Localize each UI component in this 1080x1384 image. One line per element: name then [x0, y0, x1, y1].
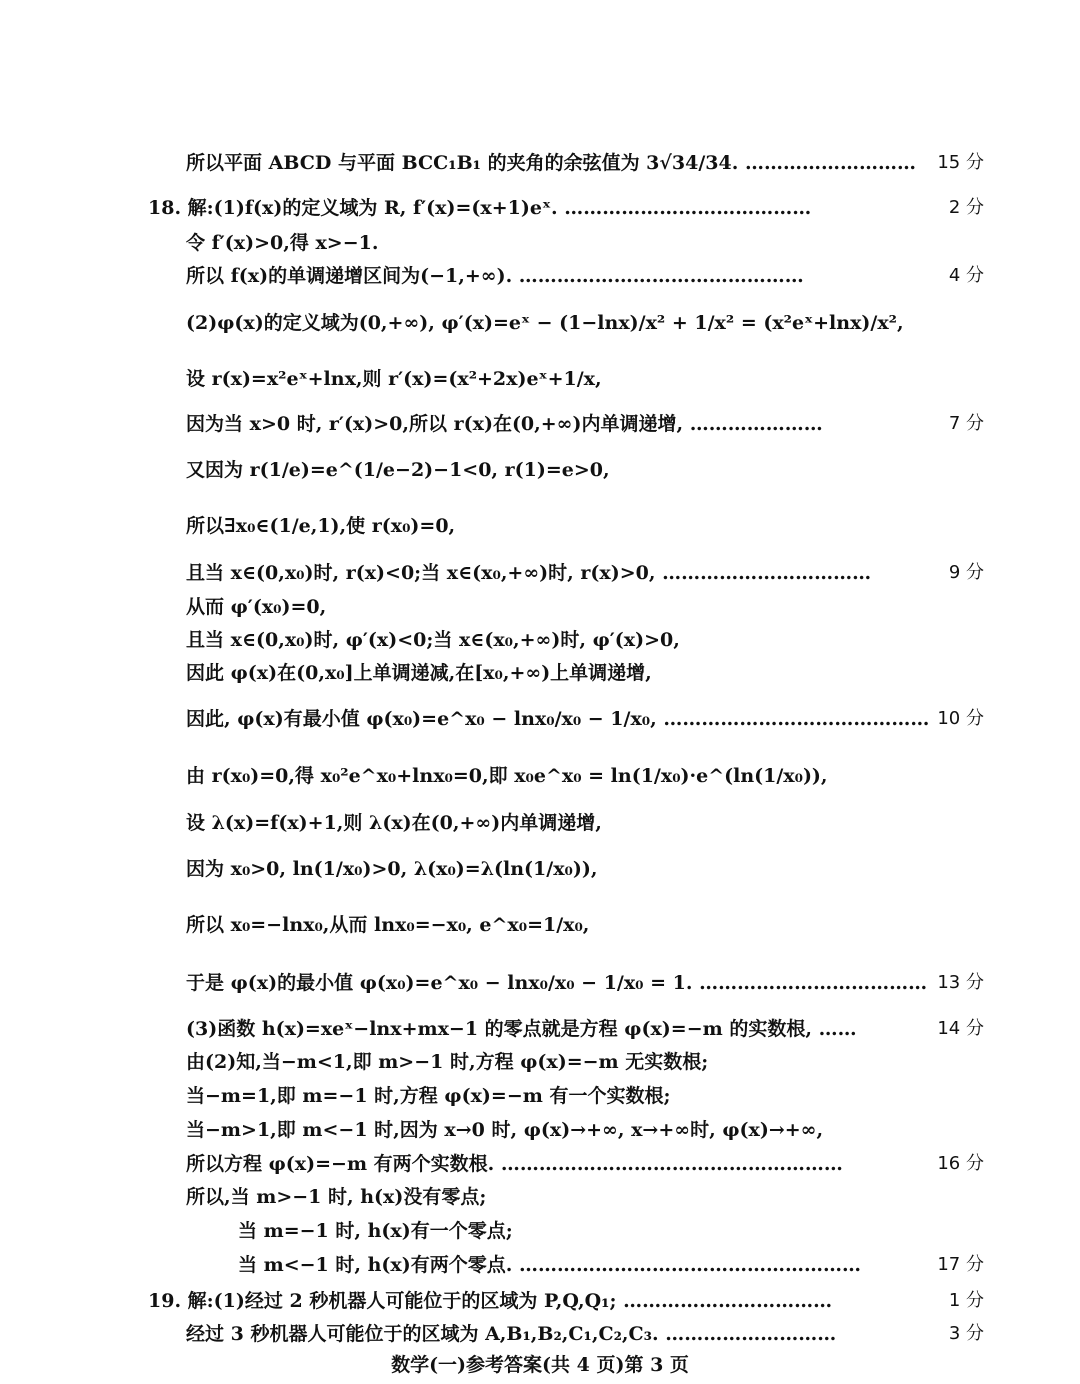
text-line-19 — [0, 970, 1080, 996]
score-label: 13 分 — [937, 972, 984, 993]
score-label: 2 分 — [948, 197, 984, 218]
text-line-29 — [0, 1321, 1080, 1347]
score-label: 15 分 — [937, 152, 984, 173]
line-text: 设 r(x)=x²eˣ+lnx,则 r′(x)=(x²+2x)eˣ+1/x, — [186, 368, 602, 390]
text-line-18 — [0, 912, 1080, 938]
line-text: 当 m<−1 时, h(x)有两个零点. ……………………………………………… — [238, 1254, 861, 1276]
text-line-13 — [0, 660, 1080, 686]
line-text: 由 r(x₀)=0,得 x₀²e^x₀+lnx₀=0,即 x₀e^x₀ = ln(1/x₀)·e^(ln(1/x₀)), — [186, 765, 828, 787]
line-text: 所以,当 m>−1 时, h(x)没有零点; — [186, 1186, 487, 1208]
line-text: 当 m=−1 时, h(x)有一个零点; — [238, 1220, 513, 1242]
text-line-4 — [0, 263, 1080, 289]
line-text: 令 f′(x)>0,得 x>−1. — [186, 232, 379, 254]
line-text: 18. 解:(1)f(x)的定义域为 R, f′(x)=(x+1)eˣ. ………………………………… — [148, 197, 812, 219]
score-label: 10 分 — [937, 708, 984, 729]
text-line-22 — [0, 1083, 1080, 1109]
line-text: 于是 φ(x)的最小值 φ(x₀)=e^x₀ − lnx₀/x₀ − 1/x₀ = 1. ……………………………… — [186, 972, 928, 994]
text-line-25 — [0, 1184, 1080, 1210]
text-line-9 — [0, 513, 1080, 539]
text-line-27 — [0, 1252, 1080, 1278]
line-text: 所以平面 ABCD 与平面 BCC₁B₁ 的夹角的余弦值为 3√34/34. ……………………… — [186, 152, 916, 174]
text-line-16 — [0, 810, 1080, 836]
line-text: 且当 x∈(0,x₀)时, r(x)<0;当 x∈(x₀,+∞)时, r(x)>0, …………………………… — [186, 562, 872, 584]
text-line-1 — [0, 150, 1080, 176]
text-line-10 — [0, 560, 1080, 586]
line-text: 19. 解:(1)经过 2 秒机器人可能位于的区域为 P,Q,Q₁; …………………………… — [148, 1290, 833, 1312]
text-line-11 — [0, 594, 1080, 620]
line-text: (2)φ(x)的定义域为(0,+∞), φ′(x)=eˣ − (1−lnx)/x² + 1/x² = (x²eˣ+lnx)/x², — [186, 312, 904, 334]
text-line-8 — [0, 457, 1080, 483]
score-label: 17 分 — [937, 1254, 984, 1275]
text-line-21 — [0, 1049, 1080, 1075]
text-line-14 — [0, 706, 1080, 732]
score-label: 7 分 — [948, 413, 984, 434]
text-line-17 — [0, 856, 1080, 882]
score-label: 4 分 — [948, 265, 984, 286]
line-text: 且当 x∈(0,x₀)时, φ′(x)<0;当 x∈(x₀,+∞)时, φ′(x)>0, — [186, 629, 680, 651]
line-text: 又因为 r(1/e)=e^(1/e−2)−1<0, r(1)=e>0, — [186, 459, 610, 481]
score-label: 9 分 — [948, 562, 984, 583]
score-label: 14 分 — [937, 1018, 984, 1039]
line-text: 从而 φ′(x₀)=0, — [186, 596, 327, 618]
line-text: 当−m>1,即 m<−1 时,因为 x→0 时, φ(x)→+∞, x→+∞时, φ(x)→+∞, — [186, 1119, 824, 1141]
line-text: 经过 3 秒机器人可能位于的区域为 A,B₁,B₂,C₁,C₂,C₃. ……………………… — [186, 1323, 837, 1345]
score-label: 16 分 — [937, 1153, 984, 1174]
line-text: 所以 x₀=−lnx₀,从而 lnx₀=−x₀, e^x₀=1/x₀, — [186, 914, 590, 936]
line-text: (3)函数 h(x)=xeˣ−lnx+mx−1 的零点就是方程 φ(x)=−m 的实数根, …… — [186, 1018, 857, 1040]
line-text: 因为 x₀>0, ln(1/x₀)>0, λ(x₀)=λ(ln(1/x₀)), — [186, 858, 598, 880]
line-text: 因此 φ(x)在(0,x₀]上单调递减,在[x₀,+∞)上单调递增, — [186, 662, 652, 684]
line-text: 由(2)知,当−m<1,即 m>−1 时,方程 φ(x)=−m 无实数根; — [186, 1051, 709, 1073]
line-text: 因为当 x>0 时, r′(x)>0,所以 r(x)在(0,+∞)内单调递增, ………………… — [186, 413, 823, 435]
text-line-12 — [0, 627, 1080, 653]
line-text: 当−m=1,即 m=−1 时,方程 φ(x)=−m 有一个实数根; — [186, 1085, 671, 1107]
text-line-20 — [0, 1016, 1080, 1042]
page-footer: 数学(一)参考答案(共 4 页)第 3 页 — [391, 1354, 689, 1376]
line-text: 因此, φ(x)有最小值 φ(x₀)=e^x₀ − lnx₀/x₀ − 1/x₀, …………………………………… — [186, 708, 930, 730]
score-label: 1 分 — [948, 1290, 984, 1311]
text-line-24 — [0, 1151, 1080, 1177]
text-line-26 — [0, 1218, 1080, 1244]
line-text: 设 λ(x)=f(x)+1,则 λ(x)在(0,+∞)内单调递增, — [186, 812, 602, 834]
text-line-15 — [0, 763, 1080, 789]
text-line-7 — [0, 411, 1080, 437]
line-text: 所以 f(x)的单调递增区间为(−1,+∞). ……………………………………… — [186, 265, 804, 287]
text-line-23 — [0, 1117, 1080, 1143]
line-text: 所以方程 φ(x)=−m 有两个实数根. ……………………………………………… — [186, 1153, 843, 1175]
score-label: 3 分 — [948, 1323, 984, 1344]
line-text: 所以∃x₀∈(1/e,1),使 r(x₀)=0, — [186, 515, 456, 537]
text-line-6 — [0, 366, 1080, 392]
text-line-5 — [0, 310, 1080, 336]
text-line-3 — [0, 230, 1080, 256]
text-line-2 — [0, 195, 1080, 221]
text-line-28 — [0, 1288, 1080, 1314]
